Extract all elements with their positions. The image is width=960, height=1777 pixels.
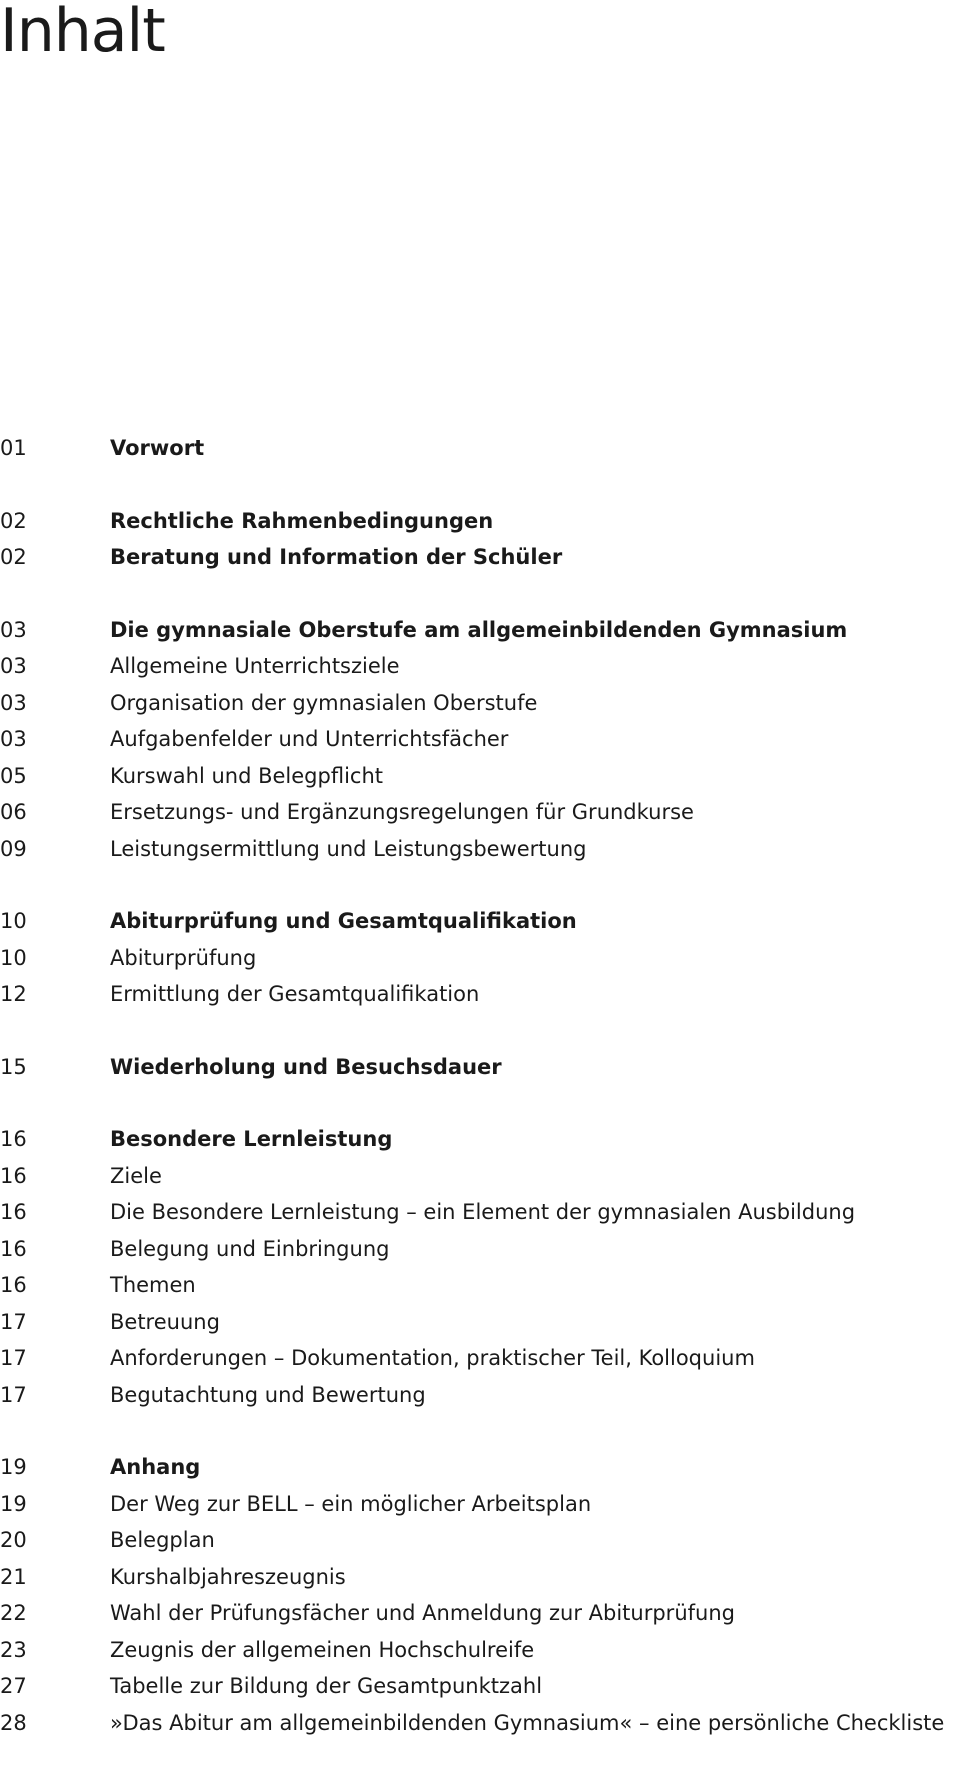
- toc-page-number: 12: [0, 982, 27, 1006]
- toc-entry-title: Zeugnis der allgemeinen Hochschulreife: [110, 1637, 535, 1662]
- toc-page-number: 03: [0, 690, 27, 715]
- toc-entry-title: Wiederholung und Besuchsdauer: [110, 1054, 502, 1079]
- toc-entry-title: Abiturprüfung und Gesamtqualifikation: [110, 909, 577, 933]
- toc-entry-title: Allgemeine Unterrichtsziele: [110, 654, 400, 678]
- toc-entry[interactable]: [0, 940, 960, 977]
- toc-entry-title: Anhang: [110, 1455, 201, 1479]
- toc-entry-title: Themen: [110, 1273, 196, 1297]
- toc-entry-title: Tabelle zur Bildung der Gesamtpunktzahl: [110, 1674, 543, 1698]
- toc-section: [0, 503, 960, 576]
- toc-page-number: 02: [0, 545, 27, 569]
- toc-entry-title: Begutachtung und Bewertung: [110, 1382, 426, 1407]
- toc-page-number: 23: [0, 1637, 27, 1662]
- toc-entry[interactable]: [0, 1340, 960, 1377]
- toc-entry[interactable]: [0, 1377, 960, 1414]
- toc-page-number: 19: [0, 1455, 27, 1479]
- toc-heading-entry[interactable]: [0, 1049, 960, 1086]
- toc-page-number: 22: [0, 1601, 27, 1625]
- toc-heading-entry[interactable]: [0, 430, 960, 467]
- toc-entry-title: Ziele: [110, 1163, 162, 1188]
- toc-entry[interactable]: [0, 1304, 960, 1341]
- toc-page-number: 21: [0, 1564, 27, 1589]
- toc-page-number: 01: [0, 436, 27, 460]
- toc-entry[interactable]: [0, 1668, 960, 1705]
- page-title: Inhalt: [0, 0, 165, 66]
- toc-entry[interactable]: [0, 1632, 960, 1669]
- toc-page-number: 19: [0, 1491, 27, 1516]
- toc-entry[interactable]: [0, 1231, 960, 1268]
- toc-heading-entry[interactable]: [0, 503, 960, 540]
- toc-entry[interactable]: [0, 794, 960, 831]
- toc-entry-title: Vorwort: [110, 436, 205, 460]
- toc-entry-title: Organisation der gymnasialen Oberstufe: [110, 690, 538, 715]
- toc-entry[interactable]: [0, 831, 960, 868]
- toc-entry-title: Aufgabenfelder und Unterrichtsfächer: [110, 727, 509, 751]
- toc-entry-title: Leistungsermittlung und Leistungsbewertung: [110, 836, 587, 861]
- toc-section: [0, 1049, 960, 1086]
- toc-page-number: 10: [0, 945, 27, 970]
- toc-page-number: 03: [0, 617, 27, 642]
- toc-entry[interactable]: [0, 1595, 960, 1632]
- toc-page-number: 20: [0, 1528, 27, 1552]
- toc-entry-title: Abiturprüfung: [110, 945, 257, 970]
- toc-page-number: 02: [0, 508, 27, 533]
- toc-page-number: 03: [0, 727, 27, 751]
- toc-page-number: 16: [0, 1127, 27, 1151]
- toc-entry[interactable]: [0, 1486, 960, 1523]
- toc-heading-entry[interactable]: [0, 1121, 960, 1158]
- toc-entry-title: Rechtliche Rahmenbedingungen: [110, 508, 494, 533]
- toc-page-number: 17: [0, 1309, 27, 1334]
- toc-entry-title: Die gymnasiale Oberstufe am allgemeinbildenden Gymnasium: [110, 617, 848, 642]
- toc-entry-title: »Das Abitur am allgemeinbildenden Gymnasium« – eine persönliche Checkliste: [110, 1710, 945, 1735]
- toc-entry-title: Wahl der Prüfungsfächer und Anmeldung zur Abiturprüfung: [110, 1601, 735, 1625]
- toc-page-number: 15: [0, 1054, 27, 1079]
- toc-section: [0, 1449, 960, 1741]
- toc-heading-entry[interactable]: [0, 539, 960, 576]
- toc-heading-entry[interactable]: [0, 1449, 960, 1486]
- toc-page-number: 16: [0, 1163, 27, 1188]
- toc-heading-entry[interactable]: [0, 612, 960, 649]
- toc-page-number: 10: [0, 909, 27, 933]
- toc-entry-title: Kurswahl und Belegpflicht: [110, 763, 383, 788]
- toc-page-number: 16: [0, 1236, 27, 1261]
- toc-entry[interactable]: [0, 1267, 960, 1304]
- toc-entry[interactable]: [0, 648, 960, 685]
- toc-entry-title: Betreuung: [110, 1309, 220, 1334]
- toc-page-number: 06: [0, 800, 27, 824]
- toc-entry-title: Belegplan: [110, 1528, 215, 1552]
- toc-entry[interactable]: [0, 1194, 960, 1231]
- toc-page-number: 16: [0, 1273, 27, 1297]
- toc-page-number: 17: [0, 1382, 27, 1407]
- toc-entry[interactable]: [0, 1158, 960, 1195]
- toc-entry-title: Der Weg zur BELL – ein möglicher Arbeitsplan: [110, 1491, 592, 1516]
- toc-page-number: 27: [0, 1674, 27, 1698]
- toc-entry[interactable]: [0, 1559, 960, 1596]
- toc-entry-title: Ersetzungs- und Ergänzungsregelungen für Grundkurse: [110, 800, 694, 824]
- toc-entry-title: Beratung und Information der Schüler: [110, 545, 563, 569]
- toc-entry-title: Belegung und Einbringung: [110, 1236, 390, 1261]
- toc-page-number: 17: [0, 1346, 27, 1370]
- toc-page-number: 05: [0, 763, 27, 788]
- toc-entry-title: Anforderungen – Dokumentation, praktischer Teil, Kolloquium: [110, 1346, 755, 1370]
- toc-entry[interactable]: [0, 685, 960, 722]
- toc-page-number: 28: [0, 1710, 27, 1735]
- toc-page-number: 16: [0, 1200, 27, 1224]
- toc-section: [0, 1121, 960, 1413]
- toc-page-number: 03: [0, 654, 27, 678]
- toc-entry[interactable]: [0, 1705, 960, 1742]
- toc-section: [0, 612, 960, 868]
- toc-entry-title: Ermittlung der Gesamtqualifikation: [110, 982, 480, 1006]
- toc-entry-title: Besondere Lernleistung: [110, 1127, 393, 1151]
- toc-entry-title: Kurshalbjahreszeugnis: [110, 1564, 346, 1589]
- toc-entry-title: Die Besondere Lernleistung – ein Element der gymnasialen Ausbildung: [110, 1200, 856, 1224]
- toc-section: [0, 903, 960, 1013]
- table-of-contents: [0, 430, 960, 1777]
- toc-heading-entry[interactable]: [0, 903, 960, 940]
- toc-entry[interactable]: [0, 721, 960, 758]
- toc-entry[interactable]: [0, 1522, 960, 1559]
- toc-section: [0, 430, 960, 467]
- toc-entry[interactable]: [0, 976, 960, 1013]
- toc-page-number: 09: [0, 836, 27, 861]
- toc-entry[interactable]: [0, 758, 960, 795]
